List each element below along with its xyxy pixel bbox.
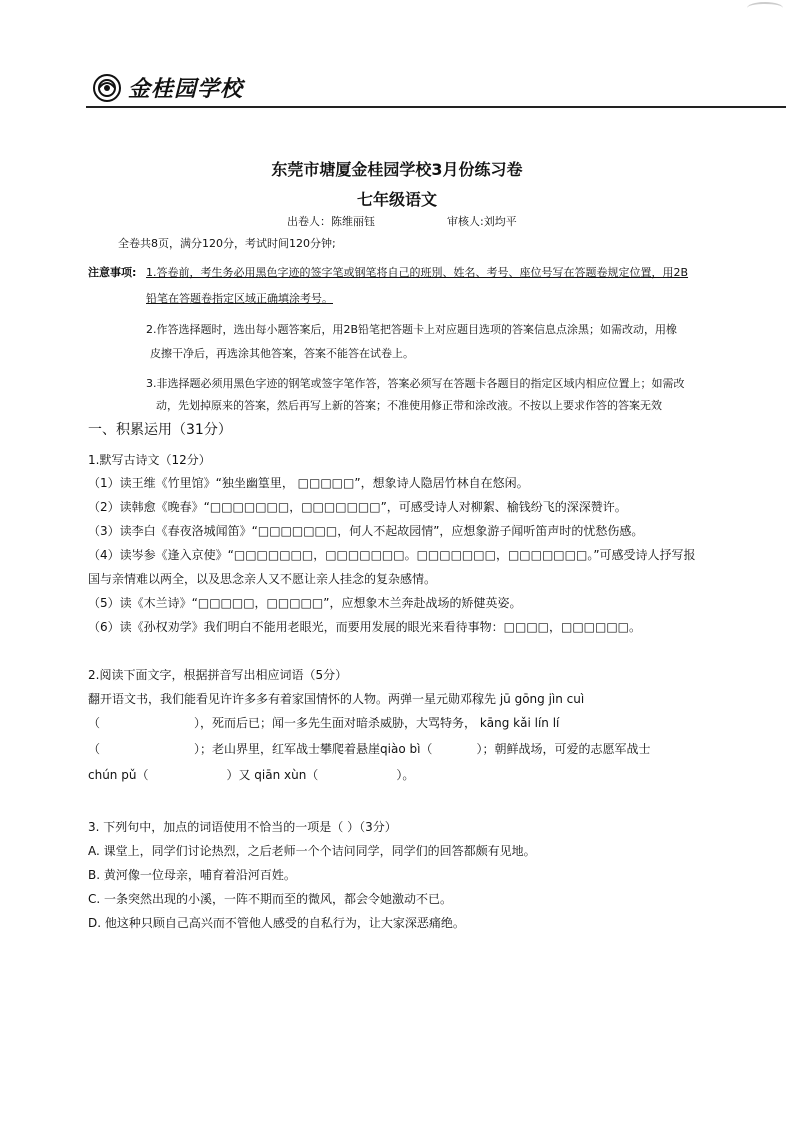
option-b: B. 黄河像一位母亲，哺育着沿河百姓。 <box>88 868 296 882</box>
school-logo <box>92 72 243 103</box>
question-2-line-1: 翻开语文书，我们能看见许许多多有着家国情怀的人物。两弹一星元勋邓稼先 jū gōng jìn cuì <box>88 692 585 706</box>
question-2-line-3 <box>88 740 650 757</box>
exam-info: 全卷共8页，满分120分，考试时间120分钟; <box>118 237 336 250</box>
option-d: D. 他这种只顾自己高兴而不管他人感受的自私行为，让大家深恶痛绝。 <box>88 916 465 930</box>
notes-item-2-line-1: 2.作答选择题时，选出每小题答案后，用2B铅笔把答题卡上对应题目选项的答案信息点涂黑；如需改动，用橡 <box>146 323 678 336</box>
section-heading: 一、积累运用（31分） <box>88 422 232 438</box>
paper-setter: 出卷人：陈维丽钰 <box>287 215 375 228</box>
exam-subtitle: 七年级语文 <box>356 190 437 209</box>
notes-item-3-line-2: 动，先划掉原来的答案，然后再写上新的答案；不准使用修正带和涂改液。不按以上要求作答的答案无效 <box>156 399 662 412</box>
question-1-title: 1.默写古诗文（12分） <box>88 453 211 467</box>
question-2-line-3-text: ）；老山界里，红军战士攀爬着悬崖qiào bì（ <box>194 742 433 756</box>
paper-reviewer: 审核人:刘均平 <box>447 215 517 228</box>
exam-title: 东莞市塘厦金桂园学校3月份练习卷 <box>271 160 523 179</box>
option-a: A. 课堂上，同学们讨论热烈，之后老师一个个诘问同学，同学们的回答都颇有见地。 <box>88 844 536 858</box>
question-3-title: 3. 下列句中，加点的词语使用不恰当的一项是（ ）（3分） <box>88 820 397 834</box>
notes-item-1-line-1: 1.答卷前，考生务必用黑色字迹的签字笔或钢笔将自己的班別、姓名、考号、座位号写在答题卷规定位置，用2B <box>146 266 689 279</box>
question-1-item-5: （5）读《木兰诗》“□□□□□，□□□□□”，应想象木兰奔赴战场的矫健英姿。 <box>88 596 522 610</box>
header-rule <box>86 106 786 108</box>
blank-open-paren: （ <box>88 716 101 730</box>
pinyin-qian-xun: ）又 qiān xùn（ <box>226 768 319 782</box>
notes-item-3-line-1: 3.非选择题必须用黑色字迹的钢笔或签字笔作答，答案必须写在答题卡各题目的指定区域内相应位置上；如需改 <box>146 377 685 390</box>
blank-open-paren: （ <box>88 742 101 756</box>
closing-paren: ）。 <box>396 768 415 782</box>
question-1-item-4-line-1: （4）读岑参《逢入京使》“□□□□□□□，□□□□□□□。□□□□□□□，□□□□□□□。”可感受诗人抒写报 <box>88 548 696 562</box>
option-c: C. 一条突然出现的小溪，一阵不期而至的微风，都会令她激动不已。 <box>88 892 453 906</box>
school-logo-text: 金桂园学校 <box>128 76 244 102</box>
notes-item-1-line-2: 铅笔在答题卷指定区域正确填涂考号。 <box>146 292 333 305</box>
question-1-item-3: （3）读李白《春夜洛城闻笛》“□□□□□□□，何人不起故园情”，应想象游子闻听笛声时的忧愁伤感。 <box>88 524 644 538</box>
question-2-line-2-text: ），死而后已；闻一多先生面对暗杀威胁，大骂特务， kāng kǎi lín lí <box>194 716 560 730</box>
question-2-title: 2.阅读下面文字，根据拼音写出相应词语（5分） <box>88 668 348 682</box>
scan-mark <box>747 2 783 14</box>
pinyin-chun-pu: chún pǔ（ <box>88 768 149 782</box>
question-1-item-6: （6）读《孙权劝学》我们明白不能用老眼光，而要用发展的眼光来看待事物：□□□□，□□□□□□。 <box>88 620 642 634</box>
question-2-line-3-text-2: ）；朝鲜战场，可爱的志愿军战士 <box>476 742 651 756</box>
question-1-item-1: （1）读王维《竹里馆》“独坐幽篁里， □□□□□”，想象诗人隐居竹林自在悠闲。 <box>88 476 529 490</box>
notes-label: 注意事项: <box>88 266 137 279</box>
notes-item-2-line-2: 皮擦干净后，再选涂其他答案，答案不能答在试卷上。 <box>150 347 414 360</box>
question-2-line-2 <box>88 714 559 731</box>
question-1-item-2: （2）读韩愈《晚春》“□□□□□□□，□□□□□□□”，可感受诗人对柳絮、榆钱纷飞的深深赞许。 <box>88 500 627 514</box>
question-2-line-4 <box>88 766 414 783</box>
school-emblem-icon <box>92 73 122 103</box>
question-1-item-4-line-2: 国与亲情难以两全，以及思念亲人又不愿让亲人挂念的复杂感情。 <box>88 572 437 586</box>
